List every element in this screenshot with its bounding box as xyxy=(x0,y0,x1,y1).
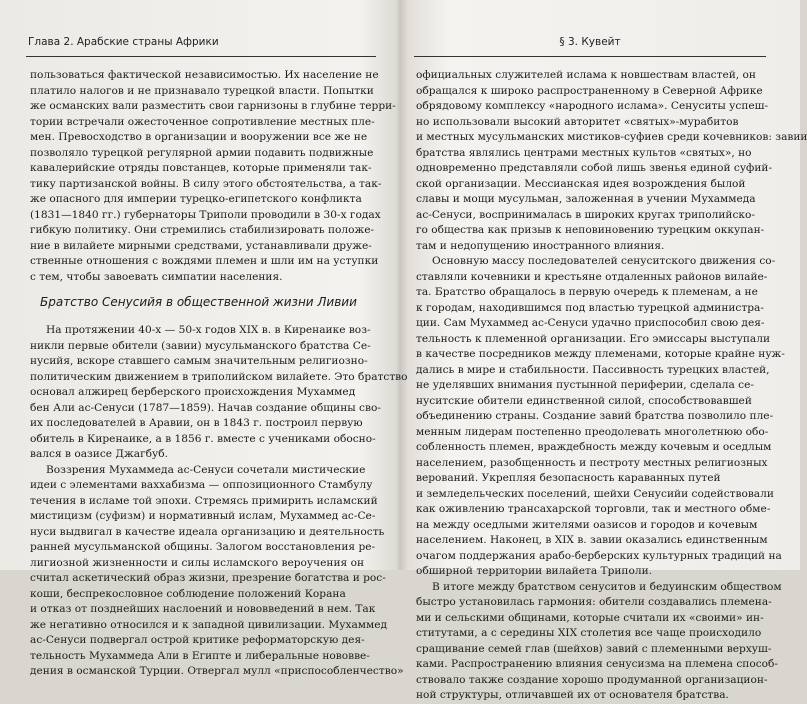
text-line: никли первые обители (завии) мусульманского братства Се- xyxy=(30,339,371,352)
paragraph-block xyxy=(30,68,396,285)
header-rule xyxy=(414,56,766,57)
text-line: пользоваться фактической независимостью. Их население не xyxy=(30,69,379,81)
text-line: ствовало также создание хорошо продуманной организацион- xyxy=(416,673,768,686)
text-line: там и недопущению иностранного влияния. xyxy=(416,239,665,252)
running-header-right: § 3. Кувейт xyxy=(559,36,621,48)
text-line: политическим движением в триполийском вилайете. Это братство xyxy=(30,370,408,383)
text-line: славы и мощи мусульман, заложенная в учении Мухаммеда xyxy=(416,193,756,205)
text-line: дения в османской Турции. Отвергал мулл «приспособленчество» xyxy=(30,665,404,677)
text-line: ками. Распространению влияния сенусизма на племена способ- xyxy=(416,658,779,670)
text-line: и отказ от позднейших наслоений и нововведений в нем. Так xyxy=(30,603,376,615)
text-line: но использовали высокий авторитет «святых»-мурабитов xyxy=(416,115,739,128)
text-line: лигиозной жизненности и силы исламского вероучения он xyxy=(30,556,365,569)
text-line: сращивание семей глав (шейхов) завий с племенными верхуш- xyxy=(416,642,772,655)
text-line: ние в вилайете мирными средствами, устанавливали друже- xyxy=(30,239,372,252)
paragraph-block xyxy=(416,254,785,580)
text-line: официальных служителей ислама к новшествам властей, он xyxy=(416,69,756,81)
running-header-left: Глава 2. Арабские страны Африки xyxy=(28,36,219,48)
text-line: ми и сельскими общинами, которые считали их «своими» ин- xyxy=(416,611,764,624)
text-line: ставляли кочевники и крестьяне отдаленных районов вилайе- xyxy=(416,270,768,283)
text-line: гибкую политику. Они стремились стабилизировать положе- xyxy=(30,224,375,236)
paragraph-block xyxy=(416,68,807,254)
text-line: очагом поддержания арабо-берберских культурных традиций на xyxy=(416,549,782,562)
text-line: тельность Мухаммеда Али в Египте и либеральные нововве- xyxy=(30,649,370,662)
text-line: населением, разобщенность и пестроту местных религиозных xyxy=(416,456,768,469)
text-line: дались в мире и стабильности. Пассивность турецких властей, xyxy=(416,363,770,376)
text-line: собленность племен, враждебность между кочевым и оседлым xyxy=(416,441,772,453)
text-line: быстро установилась гармония: обители создавались племена- xyxy=(416,596,772,608)
text-line: населением. Наконец, в XIX в. завии оказались единственным xyxy=(416,534,768,546)
left-page xyxy=(0,0,408,677)
text-line: одновременно представляли собой лишь звенья единой суфий- xyxy=(416,162,773,174)
text-line: тику партизанской войны. В силу этого обстоятельства, а так- xyxy=(30,177,382,190)
text-line: их последователей в Аравии, он в 1843 г. построил первую xyxy=(30,417,363,429)
text-line: основал алжирец берберского происхождения Мухаммед xyxy=(30,386,356,398)
text-line: коши, беспрекословное соблюдение положений Корана xyxy=(30,587,346,600)
text-line: ститутами, а с середины XIX столетия все чаще происходило xyxy=(416,627,762,639)
header-rule xyxy=(26,56,376,57)
text-line: кавалерийские отряды повстанцев, которые применяли так- xyxy=(30,162,372,174)
text-line: и местных мусульманских мистиков-суфиев среди кочевников: завии xyxy=(416,131,807,143)
text-line: же османских вали разместить свои гарнизоны в глубине терри- xyxy=(30,100,396,112)
text-line: (1831—1840 гг.) губернаторы Триполи проводили в 30-х годах xyxy=(30,208,381,221)
text-line: ас-Сенуси, воспринималась в широких кругах триполийско- xyxy=(416,208,755,221)
text-line: к городам, находившимся под властью турецкой администра- xyxy=(416,301,764,314)
text-line: Основную массу последователей сенуситского движения со- xyxy=(432,255,776,267)
text-line: же опасного для империи турецко-египетского конфликта xyxy=(30,193,362,205)
text-line: же негативно относился и к западной цивилизации. Мухаммед xyxy=(30,618,388,631)
right-page xyxy=(402,0,807,701)
text-line: обитель в Киренаике, а в 1856 г. вместе с учениками обосно- xyxy=(30,432,376,445)
text-line: платило налогов и не признавало турецкой власти. Попытки xyxy=(30,84,374,97)
text-line: ции. Сам Мухаммед ас-Сенуси удачно приспособил свою дея- xyxy=(416,317,765,329)
text-line: обращался к широко распространенному в Северной Африке xyxy=(416,84,763,97)
text-line: ас-Сенуси подвергал острой критике реформаторскую дея- xyxy=(30,634,365,646)
text-line: идеи с элементами ваххабизма — оппозиционного Стамбулу xyxy=(30,479,373,491)
text-line: с тем, чтобы завоевать симпатии населения. xyxy=(30,270,283,283)
text-line: течения в исламе той эпохи. Стремясь примирить исламский xyxy=(30,494,378,507)
text-line: менным лидерам постепенно преодолевать многолетнюю обо- xyxy=(416,425,769,438)
text-line: нуситские обители единственной силой, способствовавшей xyxy=(416,394,752,407)
text-line: ской организации. Мессианская идея возрождения былой xyxy=(416,177,746,190)
text-line: в качестве посредников между племенами, которые крайне нуж- xyxy=(416,348,785,360)
paragraph-block xyxy=(416,580,782,704)
text-line: ной структуры, отличавшей их от основателя братства. xyxy=(416,689,729,701)
text-line: и земледельческих поселений, шейхи Сенусийи содействовали xyxy=(416,487,774,500)
text-line: объединению страны. Создание завий братства позволило пле- xyxy=(416,410,774,422)
text-line: ранней мусульманской общины. Залогом восстановления ре- xyxy=(30,541,376,553)
text-line: как оживлению трансахарской торговли, так и местного обме- xyxy=(416,503,771,515)
text-line: позволяло турецкой регулярной армии подавить подвижные xyxy=(30,146,374,159)
text-line: тории встречали ожесточенное сопротивление местных пле- xyxy=(30,115,375,128)
paragraph-block xyxy=(30,323,408,680)
text-line: Воззрения Мухаммеда ас-Сенуси сочетали мистические xyxy=(46,463,366,476)
text-line: В итоге между братством сенуситов и бедуинским обществом xyxy=(432,580,782,593)
text-line: не уделявших внимания пустынной периферии, сделала се- xyxy=(416,379,754,391)
text-line: вался в оазисе Джагбуб. xyxy=(30,448,169,460)
text-line: на между оседлыми жителями оазисов и городов и кочевым xyxy=(416,518,758,531)
text-line: На протяжении 40-х — 50-х годов XIX в. в Киренаике воз- xyxy=(46,324,371,336)
text-line: братства являлись центрами местных культов «святых», но xyxy=(416,146,752,159)
right-page-text xyxy=(416,68,807,704)
text-line: мен. Превосходство в организации и вооружении все же не xyxy=(30,131,368,143)
text-line: ственные отношения с вождями племен и шли им на уступки xyxy=(30,255,379,267)
text-line: та. Братство обращалось в первую очередь к племенам, а не xyxy=(416,286,758,298)
text-line: мистицизм (суфизм) и нормативный ислам, Мухаммед ас-Се- xyxy=(30,510,376,522)
text-line: обширной территории вилайета Триполи. xyxy=(416,565,653,577)
text-line: нуси выдвигал в качестве идеала организацию и деятельность xyxy=(30,525,385,538)
text-line: бен Али ас-Сенуси (1787—1859). Начав создание общины сво- xyxy=(30,401,381,414)
text-line: нусийя, вскоре ставшего самым значительным религиозно- xyxy=(30,355,368,367)
text-line: го общества как призыв к неповиновению турецким оккупан- xyxy=(416,224,765,236)
text-line: считал аскетический образ жизни, презрение богатства и рос- xyxy=(30,572,386,584)
text-line: обрядовому комплексу «народного ислама». Сенуситы успеш- xyxy=(416,100,769,112)
text-line: тельность к племенной организации. Его эмиссары выступали xyxy=(416,332,771,345)
text-line: верований. Укрепляя безопасность караванных путей xyxy=(416,472,721,484)
section-title: Братство Сенусийя в общественной жизни Ливии xyxy=(40,295,357,309)
left-page-text xyxy=(30,68,408,680)
